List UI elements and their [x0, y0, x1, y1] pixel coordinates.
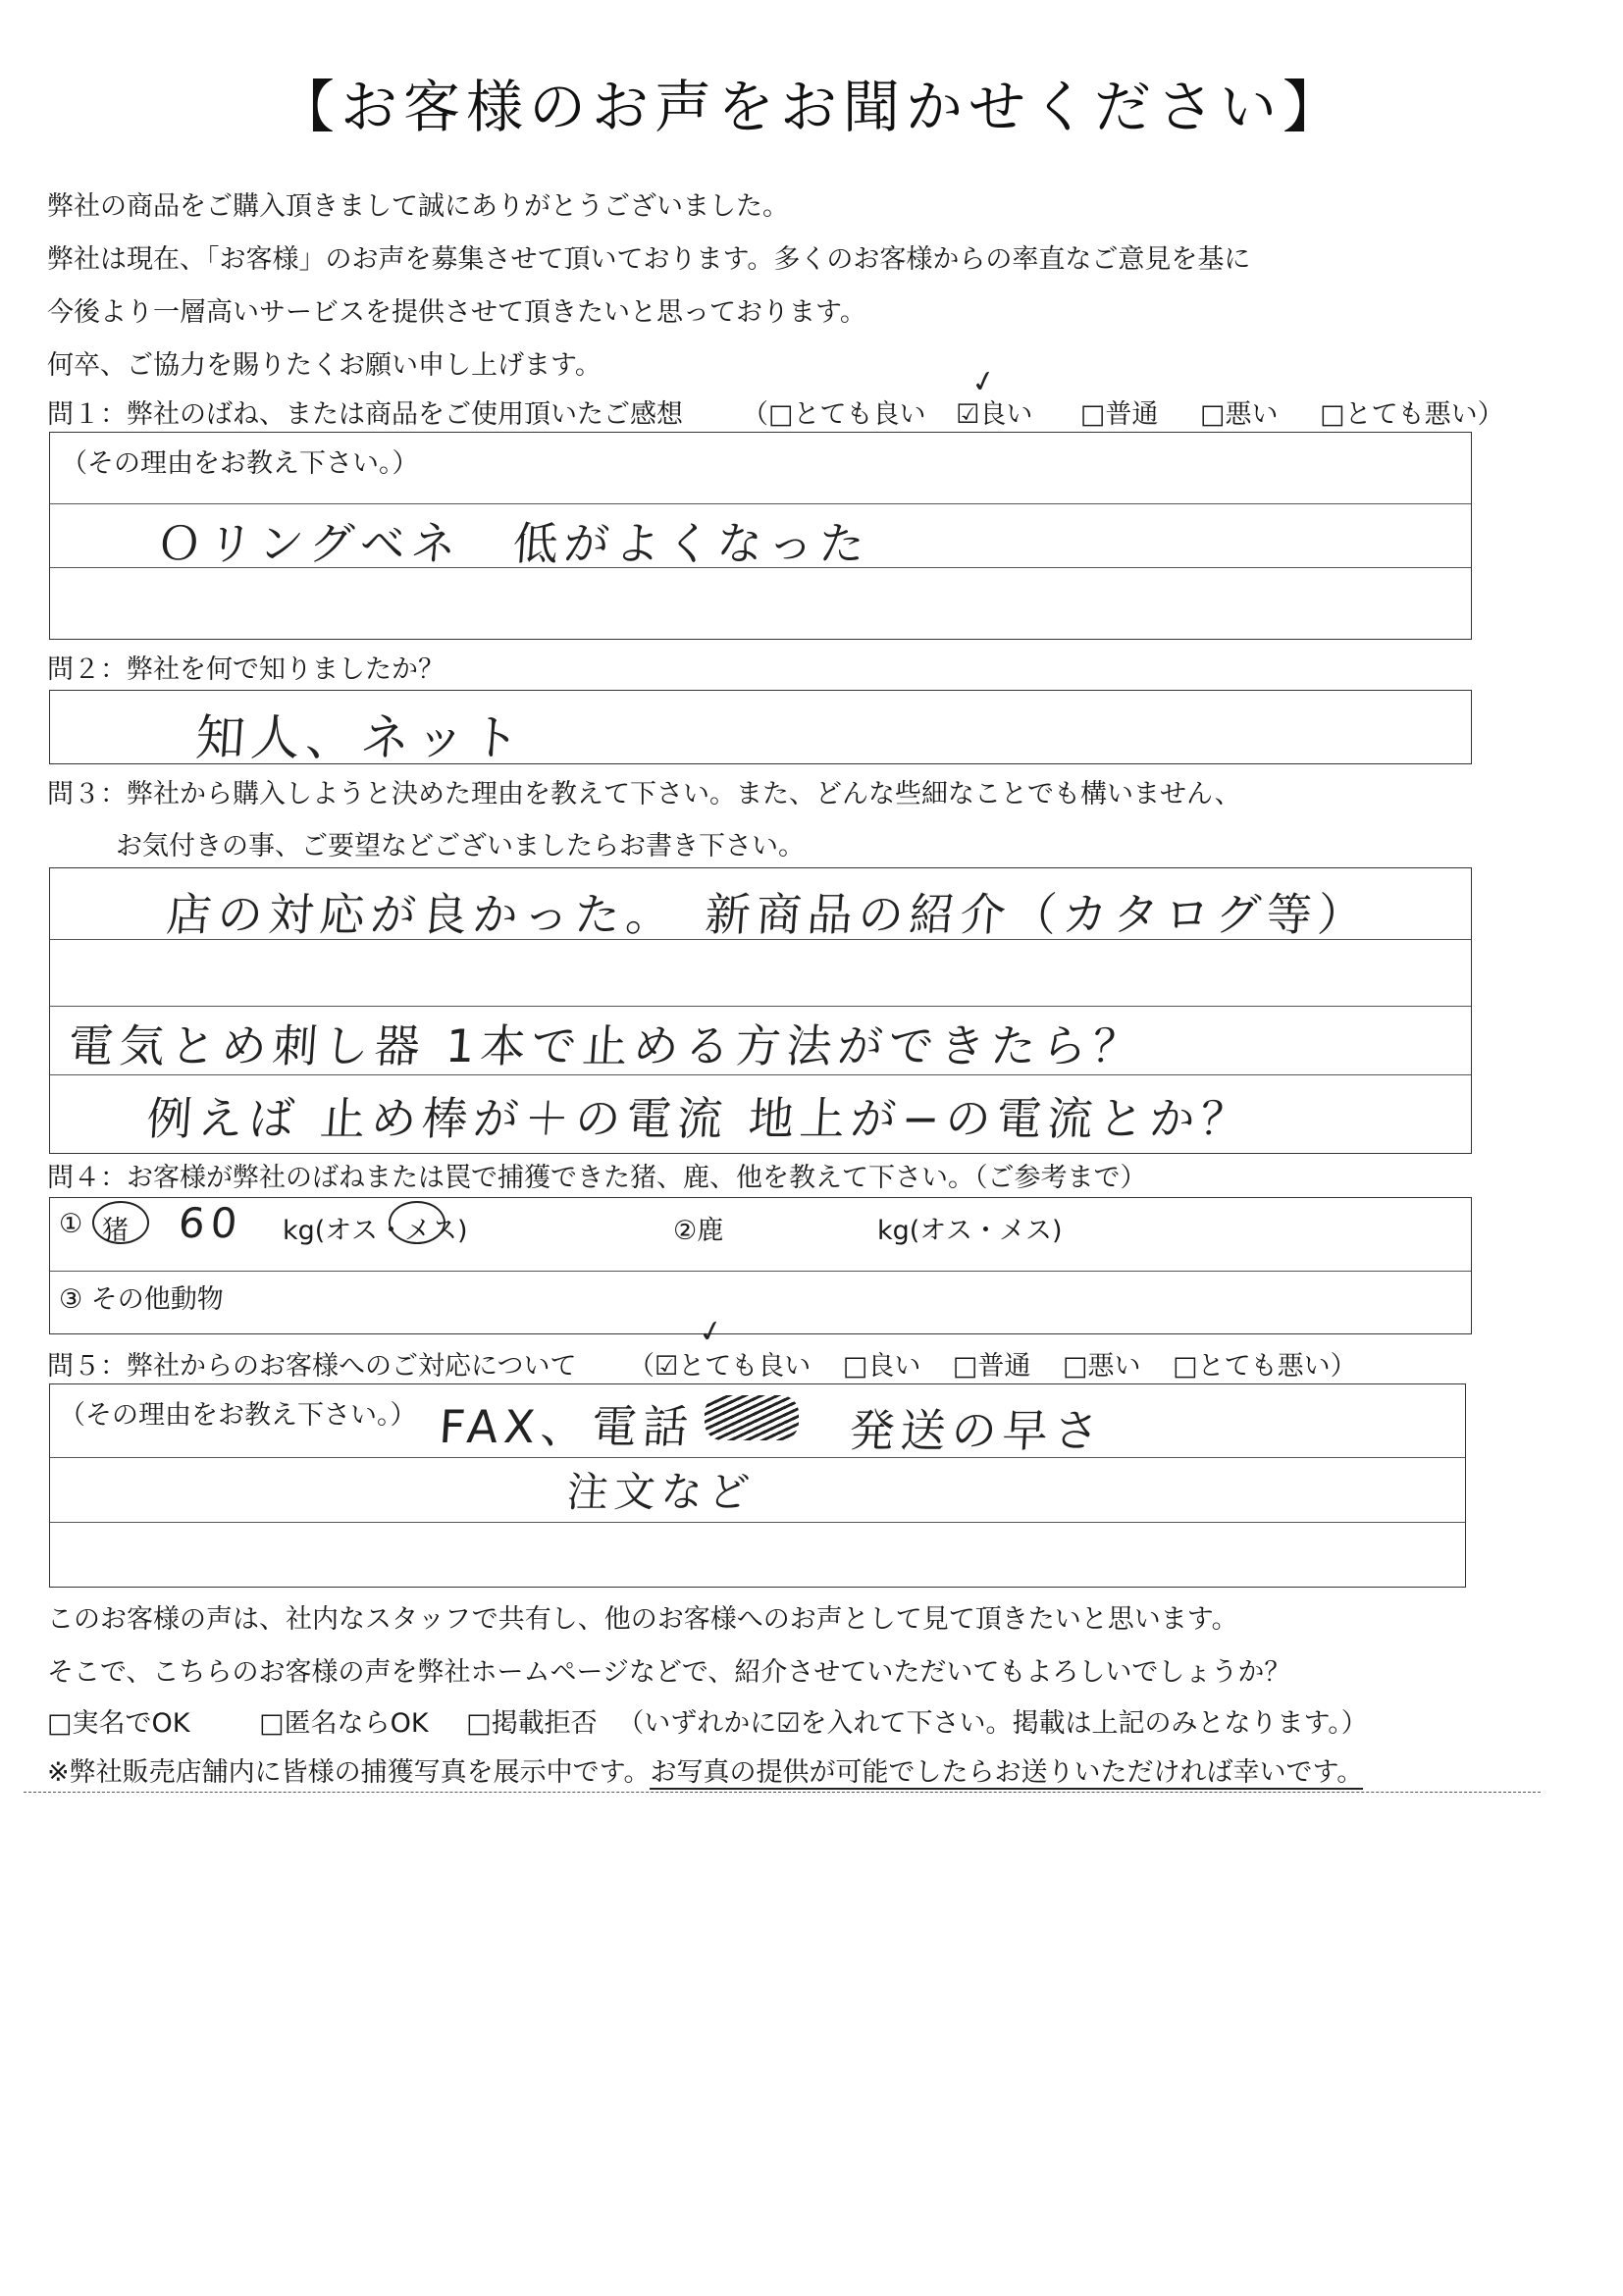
crossed-out-scribble — [705, 1395, 799, 1440]
q3-answer-line-1[interactable]: 店の対応が良かった。 新商品の紹介（カタログ等） — [164, 888, 1371, 941]
q3-label-2: お気付きの事、ご要望などございましたらお書き下さい。 — [116, 831, 805, 861]
consent-refuse[interactable]: □掲載拒否 — [466, 1708, 598, 1739]
intro-line-2: 弊社は現在、「お客様」のお声を募集させて頂いております。多くのお客様からの率直なご意見を基に — [47, 244, 1251, 275]
q5-reason-label: （その理由をお教え下さい。） — [59, 1400, 417, 1431]
consent-real-name[interactable]: □実名でOK — [47, 1708, 190, 1739]
q4-label: 問４：お客様が弊社のばねまたは罠で捕獲できた猪、鹿、他を教えて下さい。（ご参考まで） — [47, 1163, 1147, 1193]
q1-checkmark: ✓ — [968, 362, 1000, 402]
q4-item2-unit: kg(オス・メス) — [877, 1216, 1063, 1246]
cut-line — [24, 1792, 1541, 1793]
q5-answer-handwriting-2[interactable]: 注文など — [565, 1468, 758, 1516]
q4-item1-name[interactable]: 猪 — [102, 1216, 129, 1246]
q1-options — [742, 392, 1504, 431]
form-title: 【お客様のお声をお聞かせください】 — [277, 74, 1345, 140]
q2-answer-handwriting[interactable]: 知人、ネット — [193, 709, 528, 766]
q2-label: 問２：弊社を何で知りましたか？ — [47, 654, 445, 685]
q1-option-bad[interactable]: □悪い — [1200, 399, 1279, 430]
intro-line-4: 何卒、ご協力を賜りたくお願い申し上げます。 — [47, 350, 602, 381]
q5-options — [628, 1344, 1357, 1383]
q3-answer-line-3[interactable]: 例えば 止め棒が＋の電流 地上が−の電流とか？ — [144, 1092, 1254, 1145]
consent-note: （いずれかに☑を入れて下さい。掲載は上記のみとなります。） — [617, 1708, 1368, 1739]
footer-line-4 — [47, 1750, 1363, 1789]
q5-label: 問５：弊社からのお客様へのご対応について — [47, 1351, 577, 1382]
q4-item1-unit: kg(オス・メス) — [283, 1216, 468, 1246]
q4-item1-value-handwriting[interactable]: 60 — [177, 1199, 245, 1247]
footer-line-1: このお客様の声は、社内なスタッフで共有し、他のお客様へのお声として見て頂きたいと思います。 — [47, 1604, 1238, 1635]
q4-item3: ③ その他動物 — [59, 1284, 224, 1315]
q5-option-normal[interactable]: □普通 — [952, 1351, 1031, 1382]
q1-answer-handwriting[interactable]: Ｏリングベネ 低がよくなった — [154, 517, 872, 570]
q5-option-good[interactable]: □良い — [842, 1351, 921, 1382]
footer-photo-request: お写真の提供が可能でしたらお送りいただければ幸いです。 — [650, 1757, 1364, 1788]
q4-item1-number: ① — [59, 1209, 83, 1239]
q4-item2: ②鹿 — [673, 1216, 724, 1246]
intro-line-3: 今後より一層高いサービスを提供させて頂きたいと思っております。 — [47, 297, 866, 328]
footer-line-2: そこで、こちらのお客様の声を弊社ホームページなどで、紹介させていただいてもよろしいでしょうか？ — [47, 1657, 1291, 1688]
q4-female-circle — [389, 1201, 445, 1244]
q4-answer-box — [49, 1197, 1472, 1334]
footer-photo-notice: ※弊社販売店舗内に皆様の捕獲写真を展示中です。 — [47, 1757, 651, 1788]
q5-option-very-bad[interactable]: □とても悪い） — [1173, 1351, 1357, 1382]
q5-answer-handwriting-1b[interactable]: 発送の早さ — [847, 1404, 1107, 1457]
q1-option-very-good[interactable]: （□とても良い — [742, 399, 926, 430]
q5-answer-handwriting-1[interactable]: FAX、電話 — [437, 1400, 696, 1453]
q1-option-normal[interactable]: □普通 — [1079, 399, 1159, 430]
footer-consent-row — [47, 1701, 1368, 1740]
q5-option-bad[interactable]: □悪い — [1063, 1351, 1141, 1382]
q1-label: 問１：弊社のばね、または商品をご使用頂いたご感想 — [47, 399, 683, 430]
q1-reason-label: （その理由をお教え下さい。） — [61, 448, 419, 479]
q5-checkmark: ✓ — [695, 1312, 727, 1352]
q3-label: 問３：弊社から購入しようと決めた理由を教えて下さい。また、どんな些細なことでも構いません、 — [47, 779, 1241, 809]
q5-option-very-good[interactable]: （☑とても良い — [628, 1351, 812, 1382]
intro-line-1: 弊社の商品をご購入頂きまして誠にありがとうございました。 — [47, 191, 789, 222]
q1-option-very-bad[interactable]: □とても悪い） — [1320, 399, 1504, 430]
q3-answer-line-2[interactable]: 電気とめ刺し器 1本で止める方法ができたら？ — [66, 1019, 1146, 1072]
consent-anonymous[interactable]: □匿名ならOK — [259, 1708, 429, 1739]
q1-option-good[interactable]: ☑良い — [956, 399, 1033, 430]
